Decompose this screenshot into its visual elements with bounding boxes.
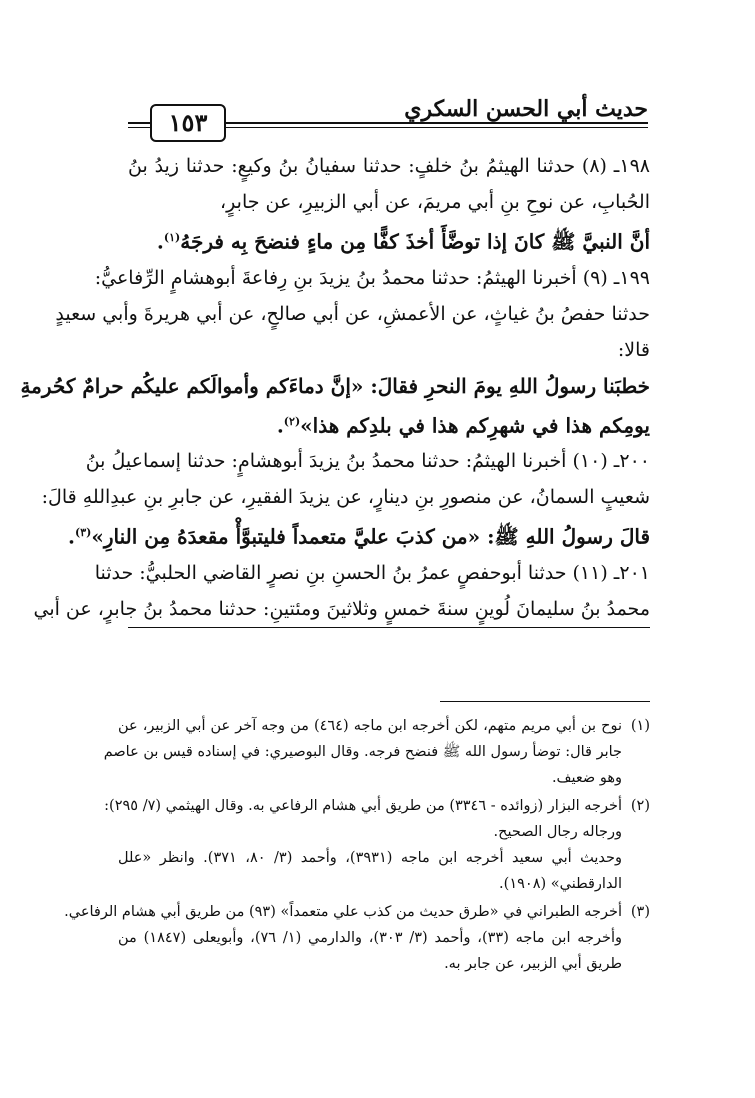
footnote-line: وأخرجه ابن ماجه (٣٣)، وأحمد (٣/ ٣٠٣)، والدارمي (١/ ٧٦)، وأبويعلى (١٨٤٧) من: [118, 930, 623, 946]
text-line: ١٩٨ـ (٨) حدثنا الهيثمُ بنُ خلفٍ: حدثنا سفيانُ بنُ وكيعٍ: حدثنا زيدُ بنُ: [128, 155, 650, 177]
text-line: ١٩٩ـ (٩) أخبرنا الهيثمُ: حدثنا محمدُ بنُ يزيدَ بنِ رِفاعةَ أبوهشامٍ الرِّفاعيُّ:: [94, 266, 650, 289]
text-line: حدثنا حفصُ بنُ غياثٍ، عن الأعمشِ، عن أبي صالحٍ، عن أبي هريرةَ وأبي سعيدٍ: [55, 302, 650, 325]
footnote: [103, 713, 651, 791]
page-header: [128, 96, 648, 142]
footnote-number: (١): [630, 718, 651, 734]
text-line: قالا:: [617, 338, 650, 361]
footnote-ref: (١): [163, 231, 181, 244]
footnote-line: الدارقطني» (١٩٠٨).: [499, 876, 622, 892]
footnote-separator: [440, 701, 650, 702]
footnote-ref: (٣): [75, 526, 92, 540]
text-line: ٢٠١ـ (١١) حدثنا أبوحفصٍ عمرُ بنُ الحسنِ بنِ نصرٍ القاضي الحلبيُّ: حدثنا: [94, 561, 650, 584]
text-line: شعيبٍ السمانُ، عن منصورِ بنِ دينارٍ، عن يزيدَ الفقيرِ، عن جابرِ بنِ عبدِاللهِ قالَ:: [41, 486, 650, 509]
footnote-ref: (٢): [283, 414, 301, 428]
footnote-line: وهو ضعيف.: [551, 770, 622, 786]
footnote-line: طريق أبي الزبير، عن جابر به.: [444, 956, 622, 972]
footnote-line: وحديث أبي سعيد أخرجه ابن ماجه (٣٩٣١)، وأحمد (٣/ ٨٠، ٣٧١). وانظر «علل: [118, 850, 622, 866]
hadith-text: خطبَنا رسولُ اللهِ يومَ النحرِ فقالَ: «إنَّ دماءَكم وأموالَكم عليكُم حرامٌ كحُرمةِ: [20, 373, 650, 398]
hadith-text: قالَ رسولُ اللهِ ﷺ: «من كذبَ عليَّ متعمداً فليتبوَّأْ مقعدَهُ مِن النارِ»$^{(٣)}$.: [68, 524, 650, 549]
footnote: [104, 793, 650, 897]
footnote-line: (٢)أخرجه البزار (زوائده - ٣٣٤٦) من طريق أبي هشام الرفاعي به. وقال الهيثمي (٧/ ٢٩٥):: [118, 793, 650, 819]
footnote-line: (١)نوح بن أبي مريم متهم، لكن أخرجه ابن ماجه (٤٦٤) من وجه آخر عن أبي الزبير، عن: [118, 713, 650, 739]
footnote-number: (٢): [630, 798, 650, 814]
footnote-line: (٣)أخرجه الطبراني في «طرق حديث من كذب علي متعمداً» (٩٣) من طريق أبي هشام الرفاعي.: [118, 899, 650, 925]
footnote-number: (٣): [630, 904, 650, 920]
footnote-line: جابر قال: توضأ رسول الله ﷺ فنضح فرجه. وقال البوصيري: في إسناده قيس بن عاصم: [103, 744, 622, 760]
running-title: حديث أبي الحسن السكري: [394, 96, 648, 122]
page-number: ١٥٣: [150, 104, 226, 142]
main-text: [20, 148, 650, 628]
hadith-text: يومِكم هذا في شهرِكم هذا في بلدِكم هذا»$^{(٢)}$.: [276, 413, 650, 438]
footnotes: [64, 713, 651, 979]
text-line: ٢٠٠ـ (١٠) أخبرنا الهيثمُ: حدثنا محمدُ بنُ يزيدَ أبوهشامٍ: حدثنا إسماعيلُ بنُ: [85, 450, 650, 473]
footnote-line: ورجاله رجال الصحيح.: [493, 824, 622, 840]
hadith-text: أنَّ النبيَّ ﷺ كانَ إذا توضَّأَ أخذَ كفًّا مِن ماءٍ فنضحَ بِه فرجَهُ$^{(١)}$.: [156, 229, 650, 254]
footnote: [64, 899, 650, 977]
text-line: الحُبابِ، عن نوحِ بنِ أبي مريمَ، عن أبي الزبيرِ، عن جابرٍ،: [220, 191, 650, 213]
text-line: محمدُ بنُ سليمانَ لُوينٍ سنةَ خمسٍ وثلاثينَ ومئتينِ: حدثنا محمدُ بنُ جابرٍ، عن أبي: [128, 591, 650, 628]
